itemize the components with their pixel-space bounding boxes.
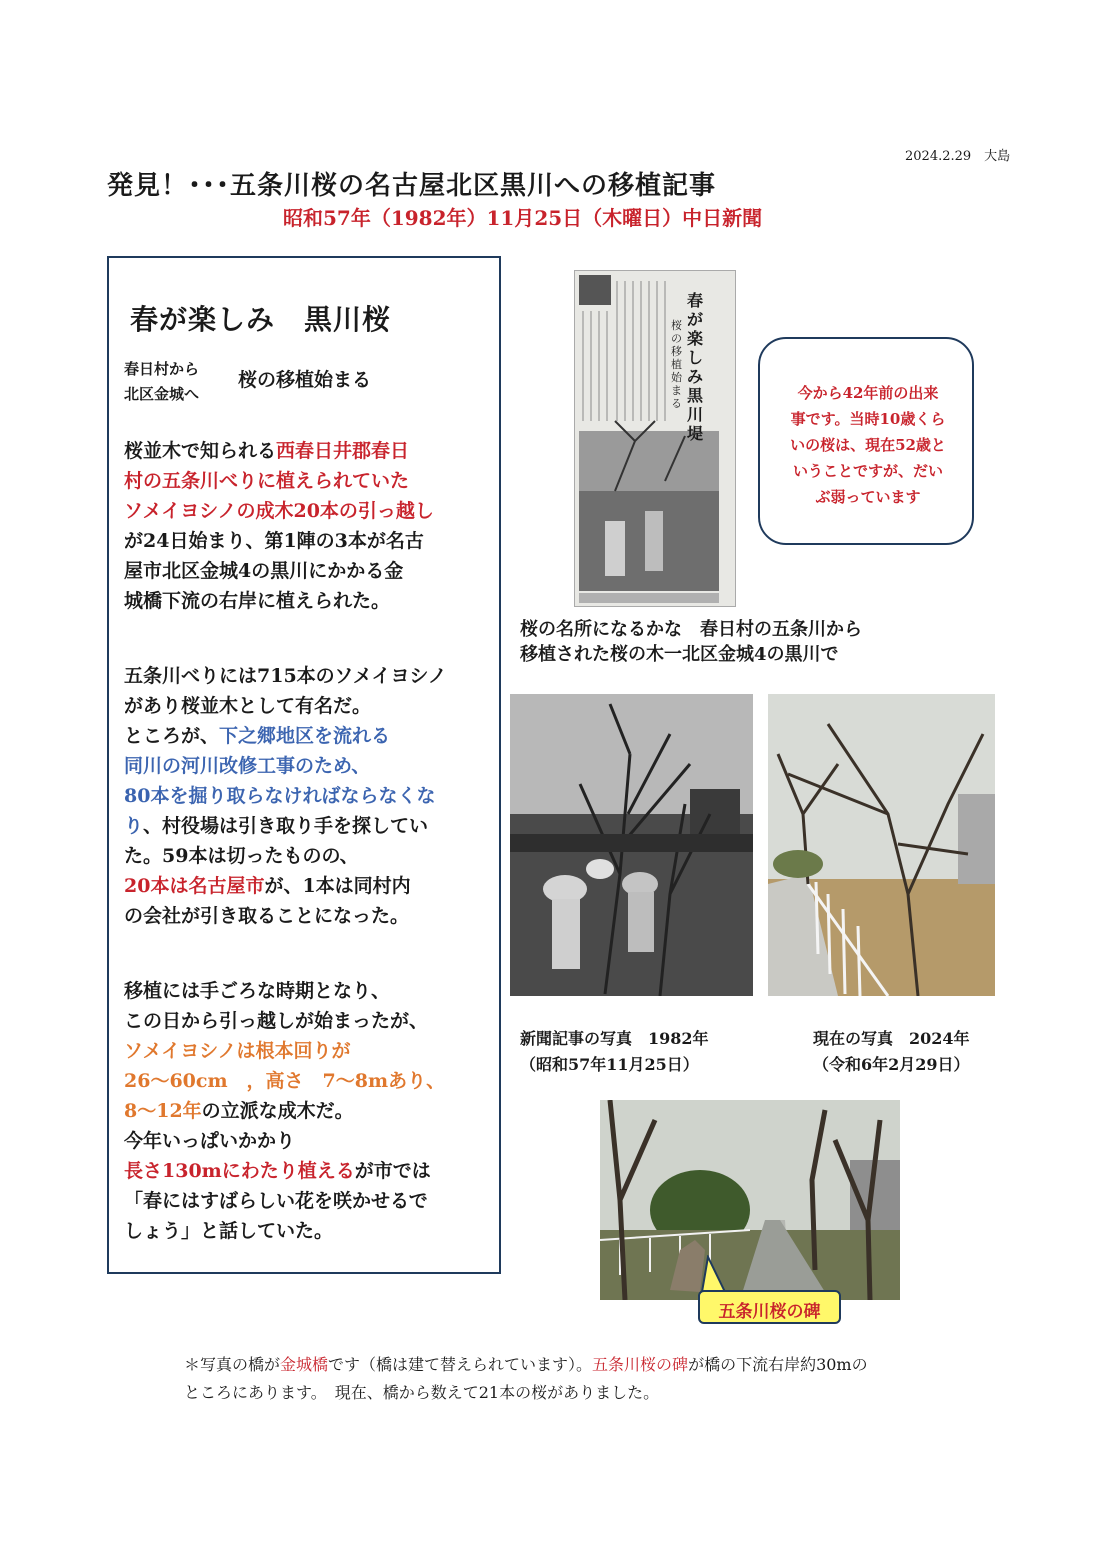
- text-segment: 今年いっぱいかかり: [124, 1130, 296, 1152]
- comment-line: 今から42年前の出来: [797, 384, 939, 402]
- monument-photo: [600, 1100, 900, 1300]
- newspaper-headline: 春が楽しみ黒川堤: [687, 291, 704, 443]
- text-segment: 移植には手ごろな時期となり、: [124, 980, 391, 1002]
- comment-text: [770, 380, 966, 510]
- article-paragraph-1: [124, 436, 494, 616]
- text-segment: この日から引っ越しが始まったが、: [124, 1010, 429, 1032]
- paragraph-line: [124, 871, 494, 901]
- article-paragraph-2: [124, 661, 494, 931]
- old-photo-drawing: [510, 694, 753, 996]
- old-newspaper-photo: [510, 694, 753, 996]
- text-segment: ところにあります。 現在、橋から数えて21本の桜がありました。: [184, 1383, 660, 1402]
- subhead-line: 北区金城へ: [124, 385, 200, 403]
- text-segment: 五条川べりには715本のソメイヨシノ: [124, 665, 447, 687]
- text-segment: が市では: [354, 1160, 431, 1182]
- text-segment: 村の五条川べりに植えられていた: [124, 470, 410, 492]
- text-segment: 「春にはすばらしい花を咲かせるで: [124, 1190, 428, 1212]
- paragraph-line: [124, 691, 494, 721]
- paragraph-line: [124, 901, 494, 931]
- paragraph-line: [124, 976, 494, 1006]
- caption-line: 新聞記事の写真 1982年: [520, 1029, 709, 1048]
- text-segment: 屋市北区金城4の黒川にかかる金: [124, 560, 404, 582]
- current-photo: [768, 694, 995, 996]
- comment-line: 事です。当時10歳くら: [790, 410, 946, 428]
- caption-line: 現在の写真 2024年: [813, 1029, 970, 1048]
- text-segment: た。59本は切ったものの、: [124, 845, 359, 867]
- text-segment: 五条川桜の碑: [592, 1355, 689, 1374]
- text-segment: ソメイヨシノの成木20本の引っ越し: [124, 500, 434, 522]
- paragraph-line: [124, 841, 494, 871]
- document-date: 2024.2.29 大島: [905, 149, 1011, 164]
- text-segment: ＊写真の橋が: [184, 1355, 281, 1374]
- paragraph-line: [124, 751, 494, 781]
- comment-line: いの桜は、現在52歳と: [790, 436, 946, 454]
- paragraph-line: [124, 781, 494, 811]
- text-segment: 、村役場は引き取り手を探してい: [143, 815, 429, 837]
- caption-line: （令和6年2月29日）: [813, 1055, 970, 1074]
- text-segment: 西春日井郡春日: [276, 440, 410, 462]
- current-photo-caption: [813, 1026, 970, 1078]
- current-photo-drawing: [768, 694, 995, 996]
- newspaper-clipping-drawing: [575, 271, 735, 606]
- paragraph-line: [124, 1216, 494, 1246]
- text-segment: ソメイヨシノは根本回りが: [124, 1040, 351, 1062]
- text-segment: の会社が引き取ることになった。: [124, 905, 410, 927]
- text-segment: 26～60cm ，高さ 7～8mあり、: [124, 1070, 446, 1092]
- subhead-line: 春日村から: [124, 360, 200, 378]
- paragraph-line: [124, 1066, 494, 1096]
- comment-line: いうことですが、だい: [792, 462, 943, 480]
- paragraph-line: [124, 811, 494, 841]
- page-subtitle: 昭和57年（1982年）11月25日（木曜日）中日新聞: [283, 206, 763, 230]
- text-segment: 80本を掘り取らなければならなくな: [124, 785, 436, 807]
- newspaper-caption: [520, 617, 862, 667]
- paragraph-line: [124, 466, 494, 496]
- callout-pointer: [690, 1255, 730, 1295]
- paragraph-line: [124, 1036, 494, 1066]
- text-segment: り: [124, 815, 144, 837]
- footnote-line: [184, 1379, 1034, 1407]
- page-title: 発見！･･･五条川桜の名古屋北区黒川への移植記事: [107, 171, 717, 201]
- text-segment: 桜並木で知られる: [124, 440, 277, 462]
- paragraph-line: [124, 526, 494, 556]
- paragraph-line: [124, 1006, 494, 1036]
- text-segment: 8～12年: [124, 1100, 202, 1122]
- footnote-line: [184, 1351, 1034, 1379]
- paragraph-line: [124, 661, 494, 691]
- old-photo-caption: [520, 1026, 709, 1078]
- monument-callout-label: 五条川桜の碑: [718, 1302, 821, 1322]
- article-paragraph-3: [124, 976, 494, 1246]
- paragraph-line: [124, 1186, 494, 1216]
- article-headline: 春が楽しみ 黒川桜: [130, 303, 392, 336]
- text-segment: 金城橋: [280, 1355, 329, 1374]
- caption-line: 移植された桜の木一北区金城4の黒川で: [520, 644, 839, 665]
- text-segment: の立派な成木だ。: [201, 1100, 354, 1122]
- footnote: [184, 1351, 1034, 1407]
- paragraph-line: [124, 1156, 494, 1186]
- paragraph-line: [124, 586, 494, 616]
- newspaper-clipping-image: [574, 270, 736, 607]
- newspaper-subheadline: 桜の移植始まる: [671, 319, 682, 410]
- paragraph-line: [124, 1096, 494, 1126]
- text-segment: があり桜並木として有名だ。: [124, 695, 372, 717]
- paragraph-line: [124, 496, 494, 526]
- text-segment: 城橋下流の右岸に植えられた。: [124, 590, 391, 612]
- text-segment: しょう」と話していた。: [124, 1220, 334, 1242]
- text-segment: 長さ130mにわたり植える: [124, 1160, 355, 1182]
- caption-line: 桜の名所になるかな 春日村の五条川から: [520, 619, 862, 640]
- text-segment: が24日始まり、第1陣の3本が名古: [124, 530, 424, 552]
- text-segment: 同川の河川改修工事のため、: [124, 755, 371, 777]
- text-segment: です（橋は建て替えられています）。: [328, 1355, 593, 1374]
- text-segment: 20本は名古屋市: [124, 875, 265, 897]
- text-segment: が、1本は同村内: [264, 875, 411, 897]
- text-segment: 下之郷地区を流れる: [219, 725, 391, 747]
- article-subhead-right: 桜の移植始まる: [238, 369, 372, 391]
- monument-photo-drawing: [600, 1100, 900, 1300]
- article-subhead-left: [124, 357, 199, 407]
- text-segment: が橋の下流右岸約30mの: [688, 1355, 868, 1374]
- paragraph-line: [124, 556, 494, 586]
- paragraph-line: [124, 1126, 494, 1156]
- comment-line: ぶ弱っています: [815, 488, 921, 506]
- paragraph-line: [124, 721, 494, 751]
- paragraph-line: [124, 436, 494, 466]
- text-segment: ところが、: [124, 725, 220, 747]
- caption-line: （昭和57年11月25日）: [520, 1055, 699, 1074]
